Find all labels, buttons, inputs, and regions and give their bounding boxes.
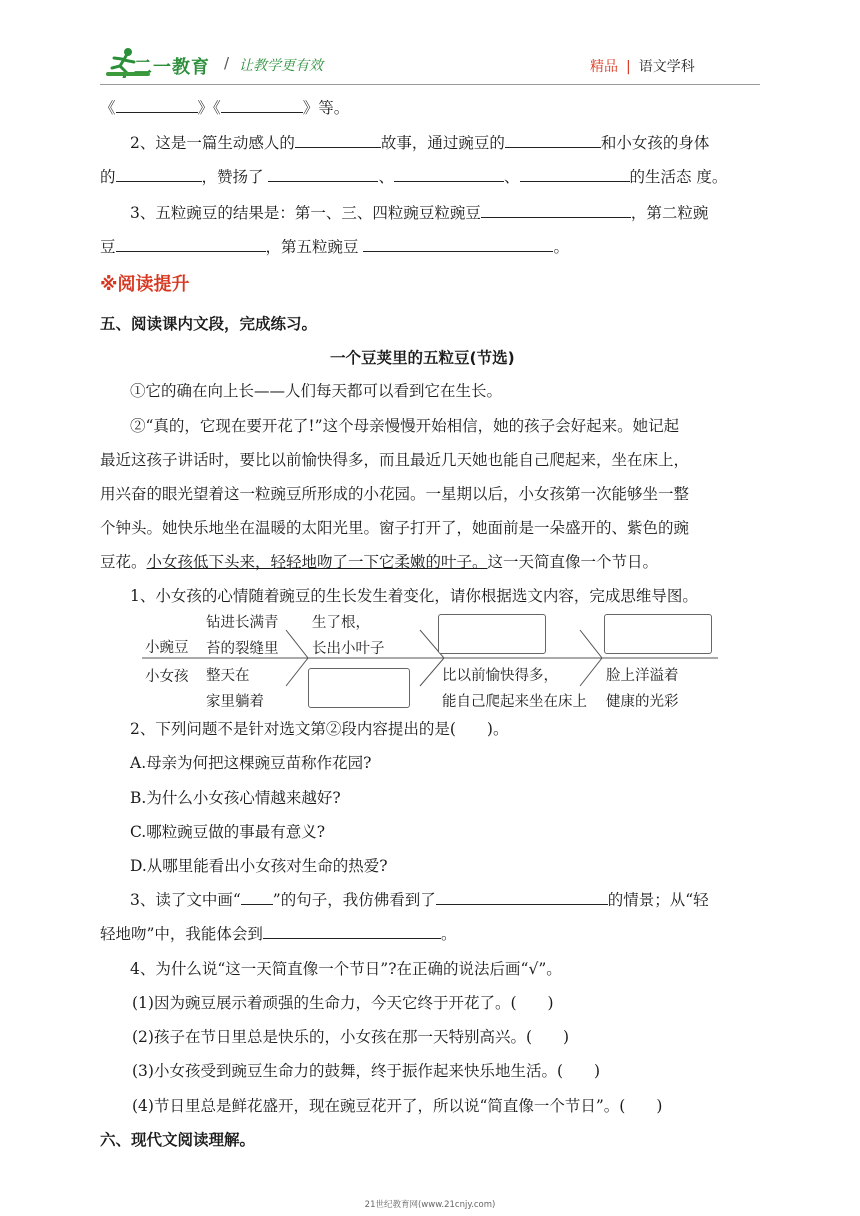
passage-title: 一个豆荚里的五粒豆(节选) xyxy=(330,349,515,367)
option-d[interactable]: D.从哪里能看出小女孩对生命的热爱? xyxy=(130,857,388,875)
paragraph-2-line: 最近这孩子讲话时，要比以前愉快得多，而且最近几天她也能自己爬起来，坐在床上， xyxy=(100,451,690,469)
text: 的情景；从“轻 xyxy=(607,891,709,909)
text: 。 xyxy=(553,238,569,256)
paragraph-1: ①它的确在向上长——人们每天都可以看到它在生长。 xyxy=(130,382,503,400)
question-2: 2、下列问题不是针对选文第②段内容提出的是( )。 xyxy=(130,720,509,738)
slogan-separator: / xyxy=(224,54,230,72)
mindmap-answer-box[interactable] xyxy=(308,668,410,708)
text: 3、读了文中画“ xyxy=(130,891,241,909)
text: 2、这是一篇生动感人的 xyxy=(130,134,295,152)
text: 轻地吻”中，我能体会到 xyxy=(100,925,263,943)
answer-blank[interactable] xyxy=(436,890,608,905)
mindmap-girl-stage-3: 比以前愉快得多， xyxy=(442,668,558,684)
answer-blank[interactable] xyxy=(116,237,266,252)
paragraph-2-line: 个钟头。她快乐地坐在温暖的太阳光里。窗子打开了，她面前是一朵盛开的、紫色的豌 xyxy=(100,519,690,537)
answer-blank[interactable] xyxy=(295,133,381,148)
q4-option-1[interactable]: (1)因为豌豆展示着顽强的生命力，今天它终于开花了。( ) xyxy=(132,994,554,1012)
mindmap-label-pea: 小豌豆 xyxy=(145,640,189,656)
text: 》等。 xyxy=(302,99,350,117)
text: 、 xyxy=(378,168,394,186)
option-a[interactable]: A.母亲为何把这棵豌豆苗称作花园? xyxy=(130,754,372,772)
mindmap-girl-stage-1: 整天在 xyxy=(206,668,250,684)
answer-blank[interactable] xyxy=(363,237,553,252)
underline-mark xyxy=(241,890,273,905)
text: 3、五粒豌豆的结果是：第一、三、四粒豌豆粒豌豆 xyxy=(130,204,481,222)
question-4: 4、为什么说“这一天简直像一个节日”?在正确的说法后画“√”。 xyxy=(130,960,562,978)
mindmap-answer-box[interactable] xyxy=(604,614,712,654)
section-five-heading: 五、阅读课内文段，完成练习。 xyxy=(100,315,318,333)
mindmap-pea-stage-2: 长出小叶子 xyxy=(312,641,385,657)
logo xyxy=(100,46,330,82)
mindmap-pea-stage-2: 生了根， xyxy=(312,615,370,631)
mindmap-girl-stage-4: 健康的光彩 xyxy=(606,694,679,710)
section-six-heading: 六、现代文阅读理解。 xyxy=(100,1131,256,1149)
answer-blank[interactable] xyxy=(505,133,601,148)
slogan: 让教学更有效 xyxy=(239,58,323,74)
answer-blank[interactable] xyxy=(394,167,504,182)
option-c[interactable]: C.哪粒豌豆做的事最有意义? xyxy=(130,823,326,841)
q4-option-3[interactable]: (3)小女孩受到豌豆生命力的鼓舞，终于振作起来快乐地生活。( ) xyxy=(132,1062,601,1080)
text: ，赞扬了 xyxy=(201,168,264,186)
answer-blank[interactable] xyxy=(263,924,441,939)
option-b[interactable]: B.为什么小女孩心情越来越好? xyxy=(130,789,341,807)
text: 。 xyxy=(440,925,457,943)
subject-label: 语文学科 xyxy=(638,59,695,75)
text: 的 xyxy=(100,168,116,186)
text: 和小女孩的身体 xyxy=(600,134,710,152)
mindmap-label-girl: 小女孩 xyxy=(145,669,189,685)
text: ，第二粒豌 xyxy=(630,204,709,222)
answer-blank[interactable] xyxy=(481,203,631,218)
text: 豆花。 xyxy=(100,553,147,571)
question-3-line-2 xyxy=(100,922,456,944)
section-heading-reading: ※阅读提升 xyxy=(100,274,190,295)
text: 的生活态 度。 xyxy=(629,168,728,186)
question-3-line-1 xyxy=(130,888,709,910)
answer-blank[interactable] xyxy=(268,167,378,182)
q2-line-2 xyxy=(100,165,727,187)
paragraph-2-line: ②“真的，它现在要开花了!”这个母亲慢慢开始相信，她的孩子会好起来。她记起 xyxy=(130,417,680,435)
paragraph-2-line: 用兴奋的眼光望着这一粒豌豆所形成的小花园。一星期以后，小女孩第一次能够坐一整 xyxy=(100,485,690,503)
text: 这一天简直像一个节日。 xyxy=(487,553,659,571)
text: ”的句子，我仿佛看到了 xyxy=(272,891,436,909)
answer-blank[interactable] xyxy=(221,98,303,113)
mindmap-girl-stage-4: 脸上洋溢着 xyxy=(606,668,679,684)
text: 、 xyxy=(503,168,520,186)
text: 故事，通过豌豆的 xyxy=(380,134,505,152)
q3-line-2 xyxy=(100,235,569,257)
quality-tag: 精品 xyxy=(590,59,618,75)
text: 《 xyxy=(100,99,116,117)
question-1: 1、小女孩的心情随着豌豆的生长发生着变化，请你根据选文内容，完成思维导图。 xyxy=(130,587,698,605)
mindmap-pea-stage-1: 钻进长满青 xyxy=(206,615,279,631)
paragraph-2-line xyxy=(100,550,658,572)
q4-option-2[interactable]: (2)孩子在节日里总是快乐的，小女孩在那一天特别高兴。( ) xyxy=(132,1028,570,1046)
brand-name: 二一教育 xyxy=(134,57,210,78)
page-footer: 21世纪教育网(www.21cnjy.com) xyxy=(364,1200,496,1210)
underlined-sentence: 小女孩低下头来，轻轻地吻了一下它柔嫩的叶子。 xyxy=(146,553,488,571)
q3-line-1 xyxy=(130,201,708,223)
answer-blank[interactable] xyxy=(520,167,630,182)
mindmap-pea-stage-1: 苔的裂缝里 xyxy=(206,641,279,657)
header-rule xyxy=(100,84,760,85)
q2-line-1 xyxy=(130,131,709,153)
q4-option-4[interactable]: (4)节日里总是鲜花盛开，现在豌豆花开了，所以说“简直像一个节日”。( ) xyxy=(132,1097,663,1115)
answer-blank[interactable] xyxy=(116,167,202,182)
text: 豆 xyxy=(100,238,116,256)
text: 》《 xyxy=(197,99,221,117)
header-divider: | xyxy=(626,59,631,75)
mindmap-girl-stage-1: 家里躺着 xyxy=(206,694,264,710)
text: ，第五粒豌豆 xyxy=(265,238,359,256)
mindmap-answer-box[interactable] xyxy=(438,614,546,654)
answer-blank[interactable] xyxy=(116,98,198,113)
header-right xyxy=(590,56,695,76)
q1-tail-line xyxy=(100,96,349,118)
mindmap-girl-stage-3: 能自己爬起来坐在床上 xyxy=(442,694,587,710)
